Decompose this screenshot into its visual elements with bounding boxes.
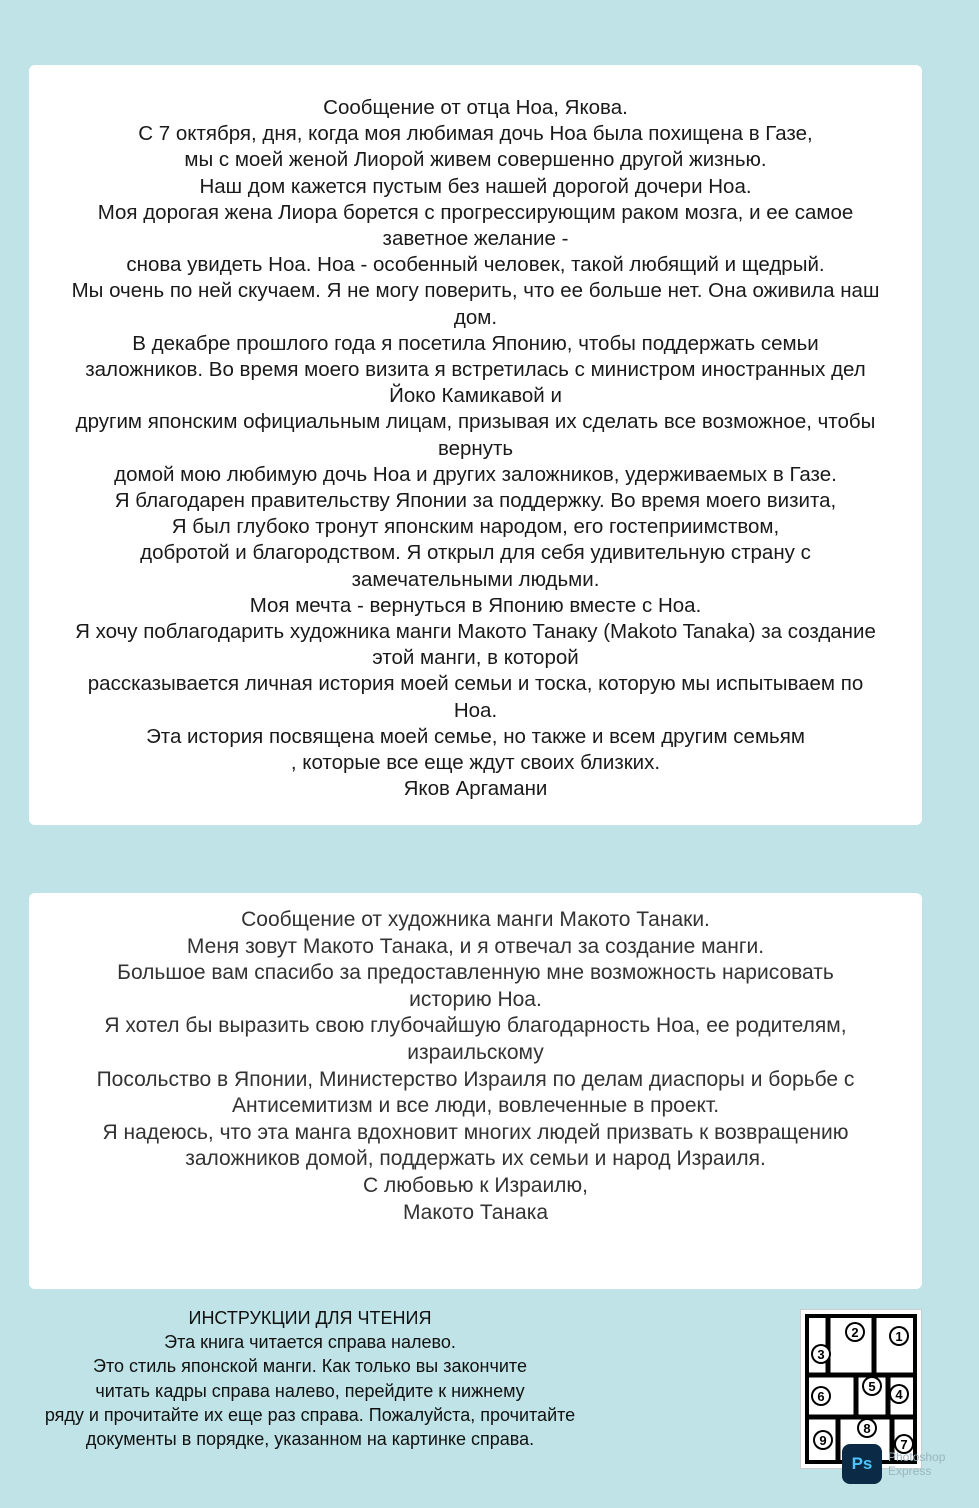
artist-letter-line: Я надеюсь, что эта манга вдохновит многих людей призвать к возвращению — [102, 1120, 849, 1144]
svg-text:9: 9 — [819, 1433, 827, 1448]
father-letter-line: добротой и благородством. Я открыл для себя удивительную страну с — [140, 541, 811, 565]
artist-letter-line: Сообщение от художника манги Макото Танаки. — [241, 908, 710, 931]
panel-number-5 — [862, 1376, 882, 1396]
father-letter-line: Эта история посвящена моей семье, но также и всем другим семьям — [146, 724, 805, 748]
instructions-line: читать кадры справа налево, перейдите к нижнему — [95, 1380, 525, 1401]
father-letter-line: вернуть — [437, 436, 514, 460]
artist-letter-line: историю Ноа. — [409, 987, 542, 1011]
watermark-line-2: Express — [888, 1464, 932, 1478]
father-letter-line: заветное желание - — [382, 227, 569, 251]
father-letter-line: мы с моей женой Лиорой живем совершенно другой жизнью. — [184, 148, 767, 172]
panel-number-9 — [813, 1430, 833, 1450]
father-letter-line: Я благодарен правительству Японии за поддержку. Во время моего визита, — [114, 489, 837, 513]
father-letter-line: Сообщение от отца Ноа, Якова. — [323, 96, 628, 119]
father-letter-line: Я был глубоко тронут японским народом, его гостеприимством, — [171, 515, 780, 539]
panel-number-3 — [811, 1344, 831, 1364]
father-letter-line: В декабре прошлого года я посетила Японию, чтобы поддержать семьи — [132, 331, 819, 355]
svg-text:4: 4 — [895, 1387, 903, 1402]
instructions-line: ряду и прочитайте их еще раз справа. Пожалуйста, прочитайте — [44, 1404, 576, 1425]
father-letter-line: Моя мечта - вернуться в Японию вместе с Ноа. — [249, 593, 702, 617]
father-letter-line: Ноа. — [453, 698, 498, 722]
instructions-line: документы в порядке, указанном на картинке справа. — [85, 1429, 535, 1450]
artist-letter-line: Посольство в Японии, Министерство Израиля по делам диаспоры и борьбе с — [96, 1067, 855, 1091]
father-letter-line: Мы очень по ней скучаем. Я не могу поверить, что ее больше нет. Она оживила наш — [71, 279, 880, 303]
father-letter-line: дом. — [453, 305, 498, 329]
father-letter-line: Яков Аргамани — [403, 777, 548, 801]
artist-letter-card — [29, 893, 922, 1289]
father-letter-line: снова увидеть Ноа. Ноа - особенный человек, такой любящий и щедрый. — [126, 253, 825, 277]
artist-letter-line: Меня зовут Макото Танака, и я отвечал за создание манги. — [186, 934, 765, 958]
svg-text:8: 8 — [863, 1421, 871, 1436]
artist-letter-line: Я хотел бы выразить свою глубочайшую благодарность Ноа, ее родителям, — [104, 1014, 847, 1038]
artist-letter-line: С любовью к Израилю, — [362, 1173, 589, 1197]
artist-letter-line: заложников домой, поддержать их семьи и народ Израиля. — [185, 1147, 766, 1171]
father-letter-card — [29, 65, 922, 825]
father-letter-line: рассказывается личная история моей семьи и тоска, которую мы испытываем по — [87, 672, 864, 696]
artist-letter-line: Большое вам спасибо за предоставленную мне возможность нарисовать — [117, 961, 834, 985]
father-letter-line: этой манги, в которой — [372, 646, 579, 670]
artist-letter-line: Макото Танака — [402, 1200, 549, 1224]
artist-letter-line: израильскому — [407, 1040, 544, 1064]
artist-letter-line: Антисемитизм и все люди, вовлеченные в проект. — [231, 1094, 720, 1118]
father-letter-line: заложников. Во время моего визита я встретилась с министром иностранных дел — [85, 358, 866, 382]
panel-number-6 — [811, 1386, 831, 1406]
father-letter-line: С 7 октября, дня, когда моя любимая дочь Ноа была похищена в Газе, — [138, 122, 813, 146]
father-letter-line: , которые все еще ждут своих близких. — [290, 751, 661, 775]
father-letter-line: Моя дорогая жена Лиора борется с прогрессирующим раком мозга, и ее самое — [97, 200, 854, 224]
svg-text:1: 1 — [895, 1329, 903, 1344]
svg-text:2: 2 — [851, 1325, 859, 1340]
father-letter-line: замечательными людьми. — [351, 567, 600, 591]
instructions-line: Эта книга читается справа налево. — [164, 1332, 456, 1353]
father-letter-line: другим японским официальным лицам, призывая их сделать все возможное, чтобы — [75, 410, 876, 434]
father-letter-line: Я хочу поблагодарить художника манги Макото Танаку (Makoto Tanaka) за создание — [75, 620, 876, 644]
panel-number-8 — [857, 1418, 877, 1438]
instructions-line: ИНСТРУКЦИИ ДЛЯ ЧТЕНИЯ — [188, 1308, 432, 1328]
father-letter-line: Наш дом кажется пустым без нашей дорогой дочери Ноа. — [199, 174, 752, 198]
father-letter-line: домой мою любимую дочь Ноа и других заложников, удерживаемых в Газе. — [114, 462, 837, 486]
father-letter-line: Йоко Камикавой и — [389, 384, 562, 408]
svg-text:3: 3 — [817, 1347, 825, 1362]
svg-text:7: 7 — [900, 1437, 908, 1452]
svg-text:5: 5 — [868, 1379, 876, 1394]
panel-number-4 — [889, 1384, 909, 1404]
watermark-line-1: Photoshop — [888, 1450, 946, 1464]
instructions-line: Это стиль японской манги. Как только вы закончите — [93, 1356, 527, 1377]
reading-instructions — [0, 1306, 620, 1451]
panel-number-1 — [889, 1326, 909, 1346]
photoshop-express-icon: Ps — [842, 1444, 882, 1484]
panel-number-2 — [845, 1322, 865, 1342]
svg-text:6: 6 — [817, 1389, 825, 1404]
watermark-text — [888, 1450, 945, 1478]
